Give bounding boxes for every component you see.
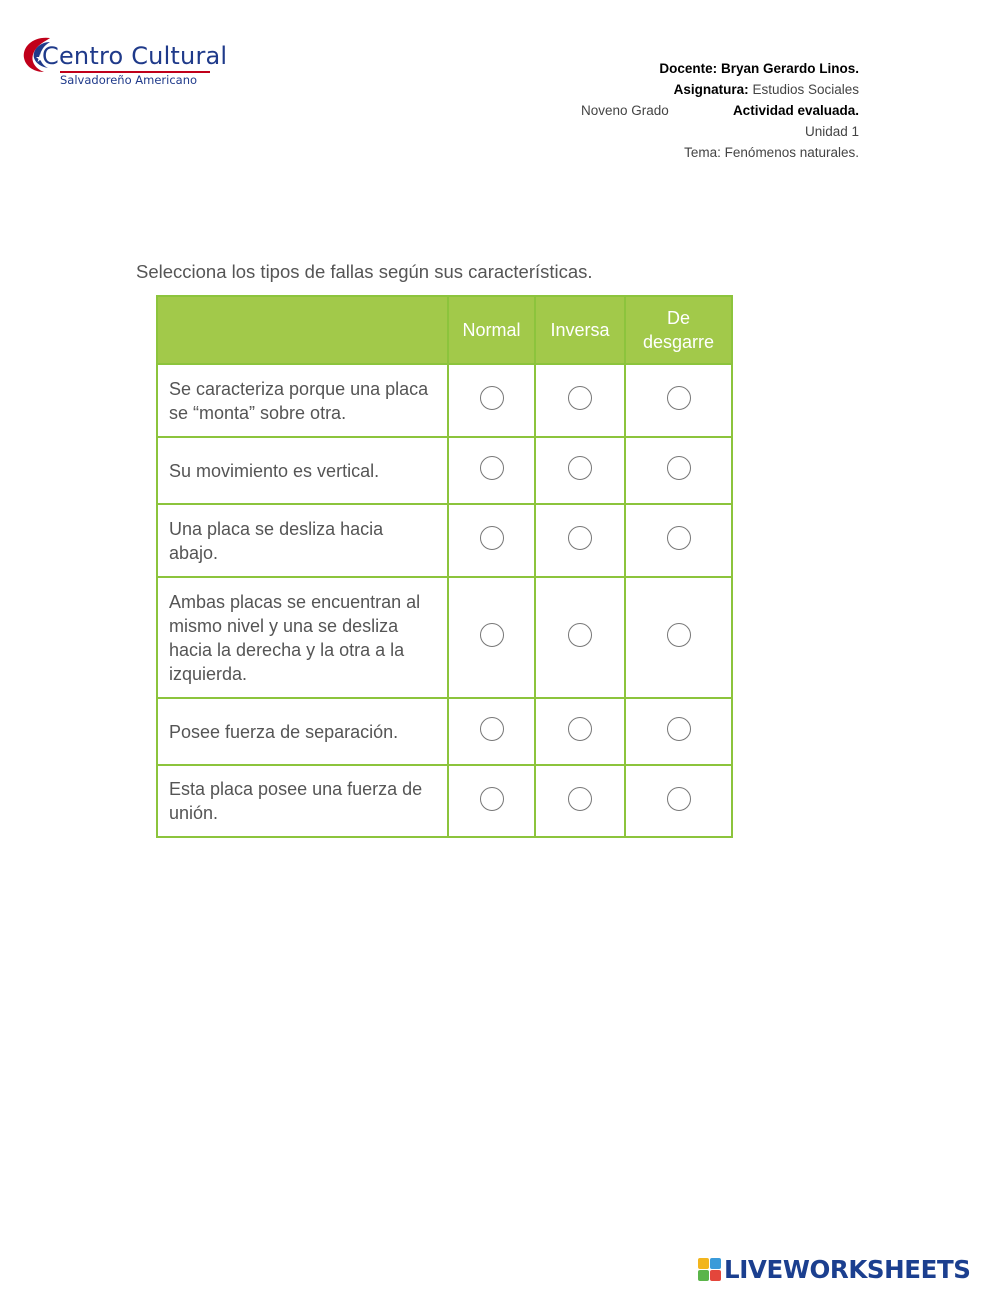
- cell-de-desgarre: [625, 577, 732, 698]
- cell-de-desgarre: [625, 698, 732, 765]
- header-de-desgarre: De desgarre: [625, 296, 732, 364]
- table-row: [157, 364, 732, 437]
- docente-label: Docente:: [659, 61, 718, 76]
- docente-value: Bryan Gerardo Linos.: [720, 61, 859, 76]
- table-row: [157, 504, 732, 577]
- grade-label: Noveno Grado: [581, 103, 669, 118]
- liveworksheets-logo-icon: [698, 1258, 722, 1282]
- radio-normal[interactable]: [480, 456, 504, 480]
- activity-label: Actividad evaluada.: [732, 103, 859, 118]
- radio-normal[interactable]: [480, 386, 504, 410]
- cell-de-desgarre: [625, 765, 732, 837]
- table-row: [157, 698, 732, 765]
- radio-inversa[interactable]: [568, 787, 592, 811]
- radio-inversa[interactable]: [568, 623, 592, 647]
- instruction-text: Selecciona los tipos de fallas según sus características.: [136, 261, 593, 282]
- radio-de-desgarre[interactable]: [667, 787, 691, 811]
- topic-label: Tema: Fenómenos naturales.: [684, 145, 859, 160]
- asignatura-label: Asignatura:: [673, 82, 749, 97]
- liveworksheets-wordmark: LIVEWORKSHEETS: [724, 1255, 971, 1284]
- cell-inversa: [535, 765, 625, 837]
- logo-subtitle: Salvadoreño Americano: [60, 73, 198, 87]
- grade-activity-line: [559, 100, 859, 121]
- table-row: [157, 437, 732, 504]
- cell-de-desgarre: [625, 437, 732, 504]
- radio-normal[interactable]: [480, 717, 504, 741]
- table-header-row: [157, 296, 732, 364]
- radio-de-desgarre[interactable]: [667, 623, 691, 647]
- radio-inversa[interactable]: [568, 456, 592, 480]
- cell-normal: [448, 698, 535, 765]
- header-normal: Normal: [448, 296, 535, 364]
- row-description: Ambas placas se encuentran al mismo nivel y una se desliza hacia la derecha y la otra a la izquierda.: [157, 577, 448, 698]
- cell-normal: [448, 364, 535, 437]
- cell-inversa: [535, 504, 625, 577]
- radio-de-desgarre[interactable]: [667, 526, 691, 550]
- unit-label: Unidad 1: [804, 124, 859, 139]
- radio-inversa[interactable]: [568, 526, 592, 550]
- radio-de-desgarre[interactable]: [667, 717, 691, 741]
- radio-normal[interactable]: [480, 623, 504, 647]
- radio-normal[interactable]: [480, 787, 504, 811]
- row-description: Posee fuerza de separación.: [157, 698, 448, 765]
- cell-de-desgarre: [625, 504, 732, 577]
- radio-inversa[interactable]: [568, 717, 592, 741]
- fault-types-table: [156, 295, 733, 838]
- school-logo: [20, 32, 228, 92]
- cell-normal: [448, 577, 535, 698]
- cell-inversa: [535, 577, 625, 698]
- docente-line: [559, 58, 859, 79]
- row-description: Esta placa posee una fuerza de unión.: [157, 765, 448, 837]
- radio-de-desgarre[interactable]: [667, 386, 691, 410]
- cell-normal: [448, 504, 535, 577]
- asignatura-line: [559, 79, 859, 100]
- cell-normal: [448, 437, 535, 504]
- radio-normal[interactable]: [480, 526, 504, 550]
- cell-inversa: [535, 364, 625, 437]
- row-description: Se caracteriza porque una placa se “monta” sobre otra.: [157, 364, 448, 437]
- header-blank: [157, 296, 448, 364]
- logo-title: Centro Cultural: [42, 42, 228, 70]
- table-row: [157, 577, 732, 698]
- header-inversa: Inversa: [535, 296, 625, 364]
- document-header: [559, 58, 859, 163]
- cell-inversa: [535, 437, 625, 504]
- radio-inversa[interactable]: [568, 386, 592, 410]
- cell-normal: [448, 765, 535, 837]
- row-description: Una placa se desliza hacia abajo.: [157, 504, 448, 577]
- cell-de-desgarre: [625, 364, 732, 437]
- table-row: [157, 765, 732, 837]
- row-description: Su movimiento es vertical.: [157, 437, 448, 504]
- radio-de-desgarre[interactable]: [667, 456, 691, 480]
- cell-inversa: [535, 698, 625, 765]
- asignatura-value: Estudios Sociales: [752, 82, 859, 97]
